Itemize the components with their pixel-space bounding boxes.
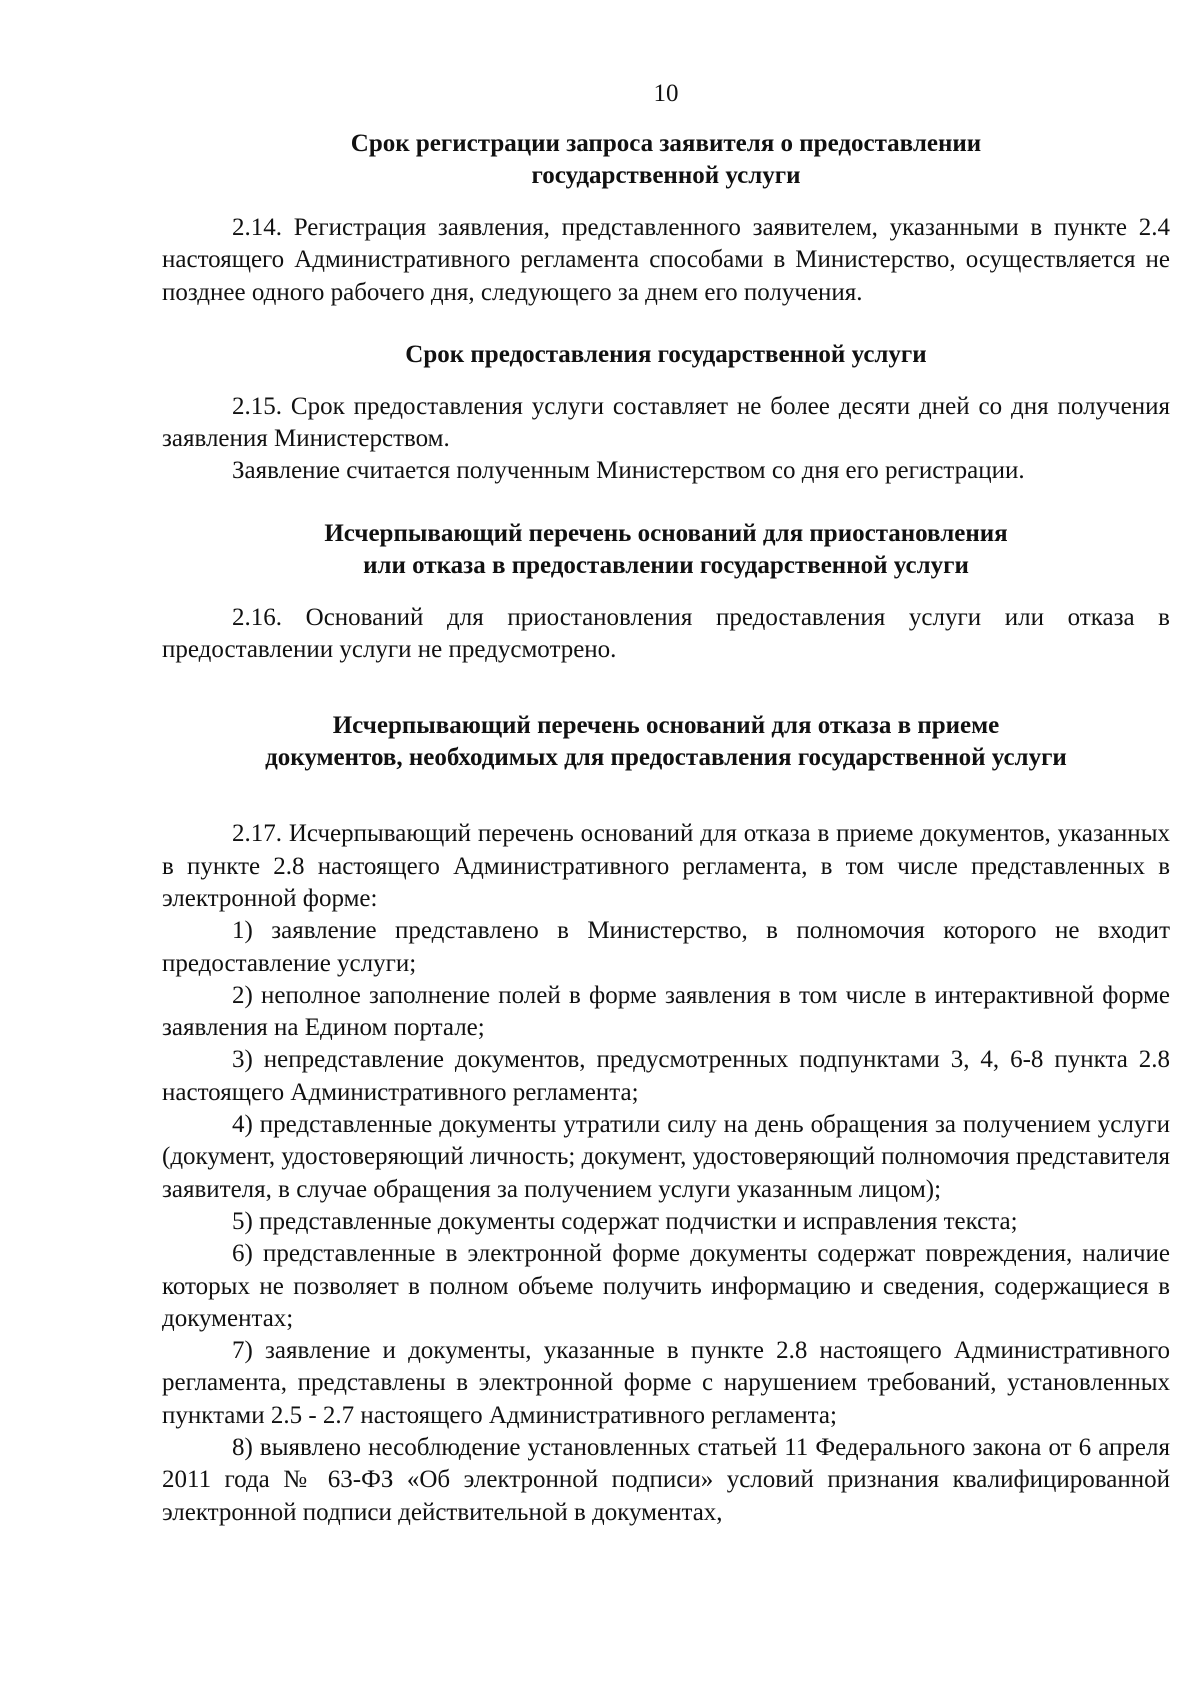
paragraph-2-15-note: Заявление считается полученным Министерством со дня его регистрации. — [232, 457, 1025, 485]
document-page — [162, 78, 1170, 1529]
paragraph-2-15: 2.15. Срок предоставления услуги составляет не более десяти дней со дня получения заявления Министерством. — [162, 392, 1170, 453]
paragraph-2-16: 2.16. Оснований для приостановления предоставления услуги или отказа в предоставлении услуги не предусмотрено. — [162, 603, 1170, 664]
heading-line: или отказа в предоставлении государственной услуги — [363, 551, 969, 579]
page-number: 10 — [653, 80, 679, 107]
list-item-8: 8) выявлено несоблюдение установленных статьей 11 Федерального закона от 6 апреля 2011 года № 63-ФЗ «Об электронной подписи» условий признания квалифицированной электронной подписи действительной в документах, — [162, 1434, 1170, 1526]
heading-line: Срок предоставления государственной услуги — [405, 340, 927, 368]
heading-line: государственной услуги — [531, 162, 801, 189]
heading-line: Исчерпывающий перечень оснований для приостановления — [324, 519, 1008, 547]
list-item-3: 3) непредставление документов, предусмотренных подпунктами 3, 4, 6-8 пункта 2.8 настоящего Административного регламента; — [162, 1046, 1170, 1106]
paragraph-2-17: 2.17. Исчерпывающий перечень оснований для отказа в приеме документов, указанных в пункте 2.8 настоящего Административного регламента, в том числе представленных в электронной форме: — [162, 820, 1170, 912]
heading-line: Срок регистрации запроса заявителя о предоставлении — [350, 130, 982, 157]
list-item-6: 6) представленные в электронной форме документы содержат повреждения, наличие которых не позволяет в полном объеме получить информацию и сведения, содержащиеся в документах; — [162, 1240, 1170, 1332]
section-heading-refusal-grounds — [162, 710, 1170, 774]
heading-line: Исчерпывающий перечень оснований для отказа в приеме — [332, 712, 1000, 740]
list-item-5: 5) представленные документы содержат подчистки и исправления текста; — [232, 1207, 1018, 1235]
section-heading-suspension-grounds — [162, 518, 1170, 582]
paragraph-2-14: 2.14. Регистрация заявления, представленного заявителем, указанными в пункте 2.4 настоящего Административного регламента способами в Министерство, осуществляется не позднее одного рабочего дня, следующего за днем его получения. — [162, 214, 1170, 306]
heading-line: документов, необходимых для предоставления государственной услуги — [265, 744, 1067, 772]
section-heading-service-term — [162, 339, 1170, 371]
list-item-4: 4) представленные документы утратили силу на день обращения за получением услуги (документ, удостоверяющий личность; документ, удостоверяющий полномочия представителя заявителя, в случае обращения за получением услуги указанным лицом); — [162, 1111, 1170, 1203]
section-heading-registration-term — [162, 128, 1170, 192]
list-item-1: 1) заявление представлено в Министерство, в полномочия которого не входит предоставление услуги; — [162, 917, 1170, 977]
list-item-7: 7) заявление и документы, указанные в пункте 2.8 настоящего Административного регламента, представлены в электронной форме с нарушением требований, установленных пунктами 2.5 - 2.7 настоящего Административного регламента; — [162, 1337, 1170, 1429]
list-item-2: 2) неполное заполнение полей в форме заявления в том числе в интерактивной форме заявления на Едином портале; — [162, 981, 1170, 1042]
